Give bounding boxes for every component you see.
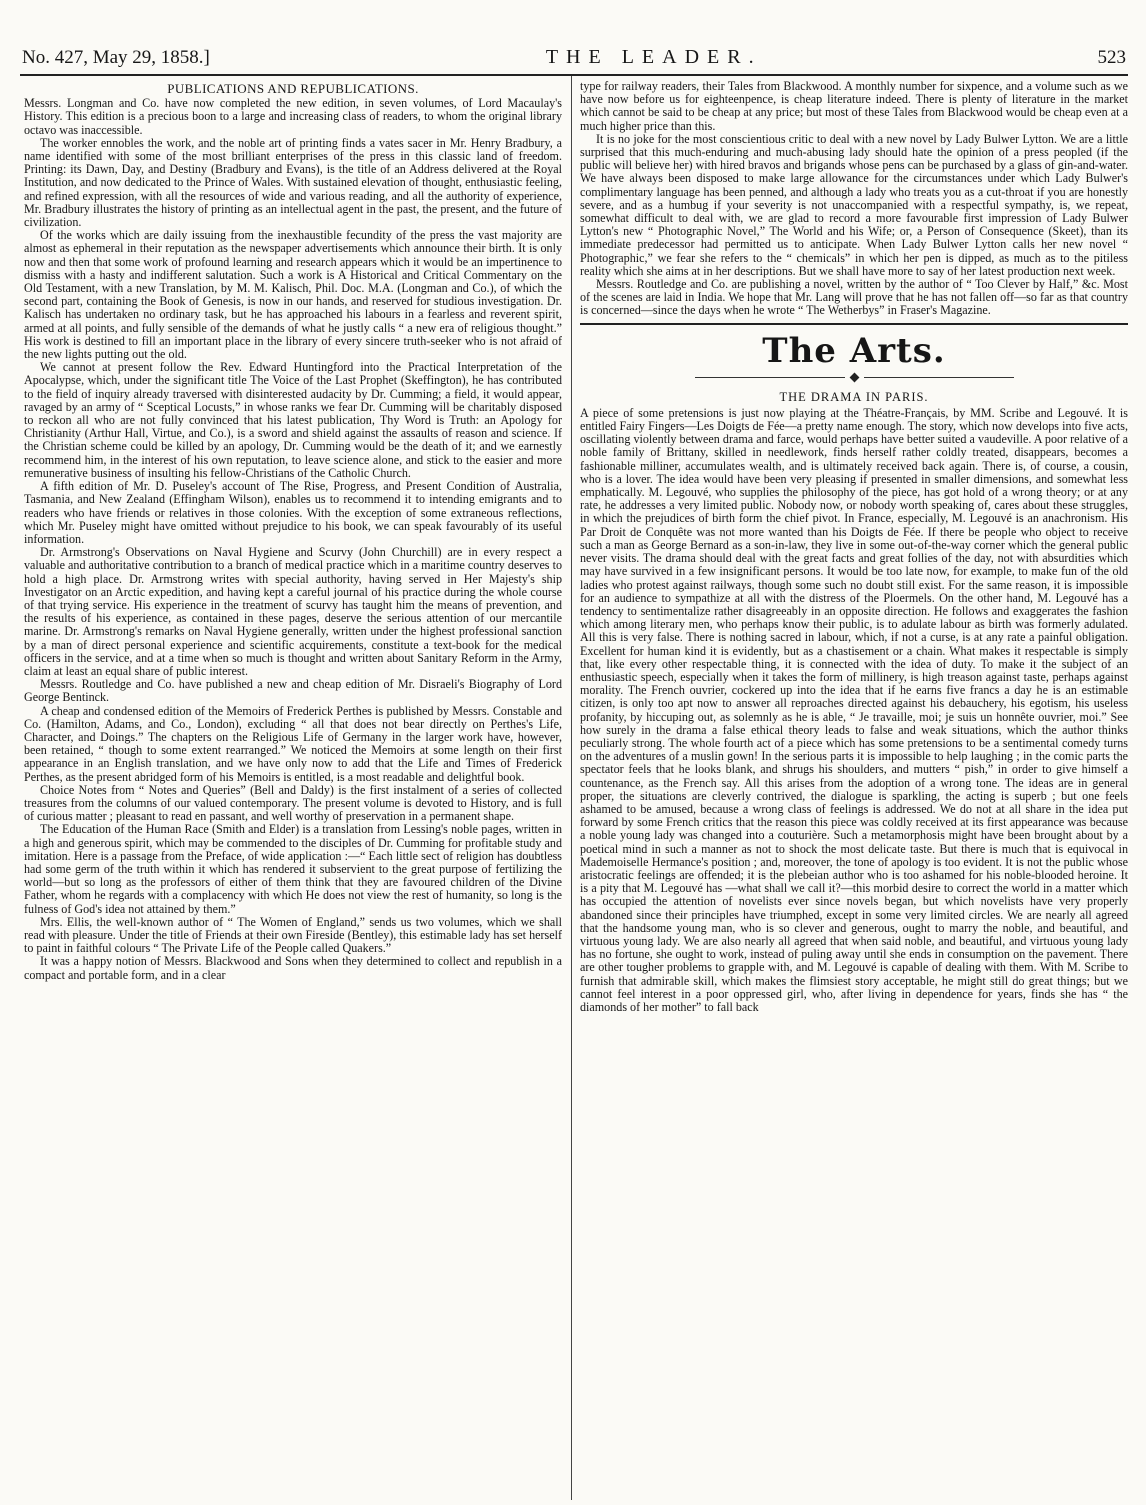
- paragraph: Mrs. Ellis, the well-known author of “ The Women of England,” sends us two volumes, which we shall read with pleasure. Under the title of Friends at their own Fireside (Bentley), this estimable lady has set herself to paint in faithful colours “ The Private Life of the People called Quakers.”: [24, 914, 562, 956]
- paragraph: Of the works which are daily issuing from the inexhaustible fecundity of the press the vast majority are almost as ephemeral in their reputation as the newspaper advertisements which announce their birth. It is only now and then that some work of profound learning and research appears which it would be an impertinence to dismiss with a hasty and indifferent salutation. Such a work is A Historical and Critical Commentary on the Old Testament, with a new Translation, by M. M. Kalisch, Phil. Doc. M.A. (Longman and Co.), of which the second part, containing the Book of Genesis, is now in our hands, and reserved for studious investigation. Dr. Kalisch has undertaken no ordinary task, but he has approached his labours in a fearless and reverent spirit, armed at all points, and fully sensible of the demands of what he justly calls “ a new era of religious thought.” His work is destined to fill an important place in the library of every sincere truth-seeker who is not afraid of the new lights putting out the old.: [24, 228, 562, 362]
- issue-date: No. 427, May 29, 1858.]: [22, 47, 210, 68]
- ornament-line: [864, 377, 1014, 378]
- section-rule: [580, 323, 1128, 325]
- paragraph: Messrs. Routledge and Co. are publishing a novel, written by the author of “ Too Clever by Half,” &c. Most of the scenes are laid in India. We hope that Mr. Lang will prove that he has not fallen off—so far as that country is concerned—since the days when he wrote “ The Wetherbys” in Fraser's Magazine.: [580, 277, 1128, 318]
- masthead: [22, 46, 1126, 72]
- arts-section-title: The Arts.: [762, 330, 946, 371]
- paragraph: Messrs. Longman and Co. have now completed the new edition, in seven volumes, of Lord Macaulay's History. This edition is a precious boon to a large and increasing class of readers, to whom the original library octavo was inaccessible.: [24, 96, 562, 137]
- paragraph: It is no joke for the most conscientious critic to deal with a new novel by Lady Bulwer Lytton. We are a little surprised that this much-enduring and much-abusing lady should hate the opinion of a press peopled (if the public will believe her) with hired bravos and brigands whose pens can be purchased by a glass of gin-and-water. We have always been disposed to make large allowance for the circumstances under which Lady Bulwer's complimentary language has been penned, and although a lady who treats you as a cut-throat if you are honestly severe, and as a humbug if your severity is not unaccompanied with a respectful sympathy, is, we repeat, somewhat difficult to deal with, we are glad to record a more favourable first impression of Lady Bulwer Lytton's new “ Photographic Novel,” The World and his Wife; or, a Person of Consequence (Skeet), than its immediate predecessor had permitted us to anticipate. When Lady Bulwer Lytton calls her new novel “ Photographic,” we fear she refers to the “ chemicals” in which her pen is dipped, as much as to the pitiless reality which she aims at in her descriptions. But we shall have more to say of her latest production next week.: [580, 131, 1128, 278]
- page-number: 523: [1097, 47, 1126, 68]
- masthead-rule: [20, 74, 1128, 76]
- diamond-icon: [849, 373, 859, 383]
- ornament-divider: [580, 373, 1128, 383]
- section-heading-publications: PUBLICATIONS AND REPUBLICATIONS.: [167, 81, 419, 96]
- paragraph: Messrs. Routledge and Co. have published a new and cheap edition of Mr. Disraeli's Biography of Lord George Bentinck.: [24, 677, 562, 705]
- paragraph: A piece of some pretensions is just now playing at the Théatre-Français, by MM. Scribe and Legouvé. It is entitled Fairy Fingers—Les Doigts de Fée—a pretty name enough. The story, which now develops into five acts, oscillating violently between drama and farce, would perhaps have better suited a vaudeville. A poor relative of a noble family of Brittany, skilled in needlework, finds herself rather coldly treated, disappears, becomes a fashionable milliner, accumulates wealth, and is ultimately received back again. There is, of course, a cousin, who is a lover. The idea would have been very pleasing if presented in smaller dimensions, and somewhat less emphatically. M. Legouvé, who supplies the philosophy of the piece, has got hold of a wrong theory; or at any rate, he addresses a very limited public. Nobody now, or nobody worth speaking of, cares about these struggles, in which the prejudices of birth form the chief pivot. In France, especially, M. Legouvé is an anachronism. His Par Droit de Conquête was not more wanted than his Doigts de Fée. If there be people who object to receive such a man as George Bernard as a son-in-law, they live in some out-of-the-way corner which the general public never visits. The drama should deal with the great facts and great follies of the day, not with absurdities which may have survived in a few insignificant persons. It would be too late now, for example, to make fun of the old ladies who protest against railways, though some such no doubt still exist. For the same reason, it is impossible for an audience to sympathize at all with the distress of the Ploermels. On the other hand, M. Legouvé has a tendency to sentimentalize rather disagreeably in an opposite direction. He follows and exaggerates the fashion which among literary men, who perhaps know their public, is to adulate labour as birth was formerly adulated. All this is very false. There is nothing sacred in labour, which, if not a curse, is at any rate a painful obligation. Excellent for human kind it is evidently, but as a chastisement or a chain. What makes it respectable is simply that, like every other respectable thing, it is connected with the idea of duty. To make it the subject of an enthusiastic speech, especially when it takes the form of millinery, is high treason against taste, perhaps against morality. The French ouvrier, cockered up into the idea that if he earns five francs a day he is an estimable citizen, is only too apt now to answer all reproaches directed against his debauchery, his egotism, his useless profanity, by hiccuping out, as solemnly as he is able, “ Je travaille, moi; je suis un honnête ouvrier, moi.” See how surely in the drama a false ethical theory leads to false and weak situations, which the author thinks peculiarly strong. The whole fourth act of a piece which has some pretensions to be a sentimental comedy turns on the adventures of a muslin gown! In the serious parts it is impossible to help laughing ; in the comic parts the spectator feels that he looks blank, and shrugs his shoulders, and mutters “ pish,” in order to give himself a countenance, as the French say. All this arises from the adoption of a wrong tone. The ideas are in general proper, the situations are cleverly contrived, the dialogue is sparkling, the acting is superb ; but one feels ashamed to be amused, because a wrong class of feelings is addressed. We do not at all share in the idea put forward by some French critics that the reason this piece was coldly received at its first appearance was because a noble young lady was changed into a couturière. Such a metamorphosis might have been brought about by a poetical mind in such a manner as not to shock the most delicate taste. But there is much that is equivocal in Mademoiselle Hermance's position ; and, moreover, the tone of apology is too evident. It is not the public whose aristocratic feelings are offended; it is the plebeian author who is too ashamed for his noble-blooded heroine. It is a pity that M. Legouvé has —what shall we call it?—this morbid desire to correct the world in a matter which has occupied the attention of novelists ever since novels began, but which novelists have very properly abandoned since their principles have triumphed, except in some very limited circles. We are nearly all agreed that the handsome young man, who is so clever and generous, ought to marry the noble, and beautiful, and virtuous young lady. We are also nearly all agreed that when said noble, and beautiful, and virtuous young lady has no fortune, she ought to work, instead of puling away until she ends in consumption on the pavement. There are other tougher problems to grapple with, and M. Legouvé is capable of dealing with them. With M. Scribe to furnish that admirable skill, which makes the flimsiest story acceptable, he might still do great things; but we cannot feel interest in a poor oppressed girl, who, after living in dependence for years, finds she has “ the diamonds of her mother” to fall back: [580, 405, 1128, 1014]
- left-column: [24, 80, 562, 1500]
- paper-title: THE LEADER.: [545, 46, 762, 68]
- paragraph: Dr. Armstrong's Observations on Naval Hygiene and Scurvy (John Churchill) are in every respect a valuable and authoritative contribution to a branch of medical practice which in a maritime country deserves to hold a high place. Dr. Armstrong writes with special authority, having served in Her Majesty's ship Investigator on an Arctic expedition, and having kept a careful journal of his practice during the whole course of that trying service. His experience in the treatment of scurvy has taught him the means of prevention, and the results of his experience, as contained in these pages, deserve the serious attention of our mercantile marine. Dr. Armstrong's remarks on Naval Hygiene generally, written under the highest professional sanction by a man of direct personal experience and scientific acquirements, constitute a text-book for the medical officers in the service, and at a time when so much is thought and written about Sanitary Reform in the Army, claim at least an equal share of public interest.: [24, 545, 562, 678]
- column-divider: [571, 76, 572, 1500]
- paragraph: We cannot at present follow the Rev. Edward Huntingford into the Practical Interpretation of the Apocalypse, which, under the significant title The Voice of the Last Prophet (Skeffington), he has contributed to the field of inquiry already traversed with disinterested audacity by Dr. Cumming; a field, it would appear, ravaged by an army of “ Sceptical Locusts,” in whose ranks we fear Dr. Cumming will be charitably disposed to reckon all who are not fully convinced that his latest publication, Thy Word is Truth: an Apology for Christianity (Arthur Hall, Virtue, and Co.), is a sword and shield against the assaults of reason and science. If the Christian scheme could be killed by an apology, Dr. Cumming would be the death of it; and we earnestly recommend him, in the interest of his own reputation, to leave science alone, and stick to the easier and more remunerative business of insulting his fellow-Christians of the Catholic Church.: [24, 360, 562, 480]
- paragraph: The Education of the Human Race (Smith and Elder) is a translation from Lessing's noble pages, written in a high and generous spirit, which may be commended to the disciples of Dr. Cumming for profitable study and imitation. Here is a passage from the Preface, of wide application :—“ Each little sect of religion has doubtless had some germ of the truth within it which has rendered it subservient to the great purpose of fertilizing the world—but so long as the professors of either of them think that they are favoured children of the Divine Father, whom he regards with a complacency with which He does not view the rest of humanity, so long is the fulness of God's idea not attained by them.”: [24, 822, 562, 916]
- paragraph: type for railway readers, their Tales from Blackwood. A monthly number for sixpence, and a volume such as we have now before us for eighteenpence, is cheap literature indeed. There is plenty of literature in the market which cannot be said to be cheap at any price; but most of these Tales from Blackwood would be cheap even at a much higher price than this.: [580, 80, 1128, 133]
- paragraph: A cheap and condensed edition of the Memoirs of Frederick Perthes is published by Messrs. Constable and Co. (Hamilton, Adams, and Co., London), excluding “ all that does not bear directly on Perthes's Life, Character, and Doings.” The chapters on the Religious Life of Germany in the larger work have, however, been retained, “ though to some extent rearranged.” We noticed the Memoirs at some length on their first appearance in an English translation, and we have only now to add that the Life and Times of Frederick Perthes, as the present abridged form of his Memoirs is entitled, is a most readable and delightful book.: [24, 703, 562, 784]
- paragraph: It was a happy notion of Messrs. Blackwood and Sons when they determined to collect and republish in a compact and portable form, and in a clear: [24, 954, 562, 982]
- drama-heading: THE DRAMA IN PARIS.: [779, 389, 929, 404]
- ornament-line: [695, 377, 845, 378]
- right-column: [580, 80, 1128, 1500]
- paragraph: The worker ennobles the work, and the noble art of printing finds a vates sacer in Mr. Henry Bradbury, a name identified with some of the most brilliant enterprises of the press in this classic land of freedom. Printing: its Dawn, Day, and Destiny (Bradbury and Evans), is the title of an Address delivered at the Royal Institution, and now dedicated to the Prince of Wales. With sustained elevation of thought, enthusiastic feeling, and refined expression, with all the resources of wide and various reading, and all the authority of experience, Mr. Bradbury illustrates the history of printing as an intellectual agent in the past, the present, and the future of civilization.: [24, 135, 562, 230]
- paragraph: Choice Notes from “ Notes and Queries” (Bell and Daldy) is the first instalment of a series of collected treasures from the columns of our valued contemporary. The present volume is devoted to History, and is full of curious matter ; pleasant to read en passant, and well worthy of preservation in a permanent shape.: [24, 782, 562, 824]
- paragraph: A fifth edition of Mr. D. Puseley's account of The Rise, Progress, and Present Condition of Australia, Tasmania, and New Zealand (Effingham Wilson), enables us to recommend it to intending emigrants and to readers who have friends or relatives in those colonies. With the exception of some extraneous reflections, which Mr. Puseley might have omitted without prejudice to his book, we can speak favourably of its useful information.: [24, 479, 562, 546]
